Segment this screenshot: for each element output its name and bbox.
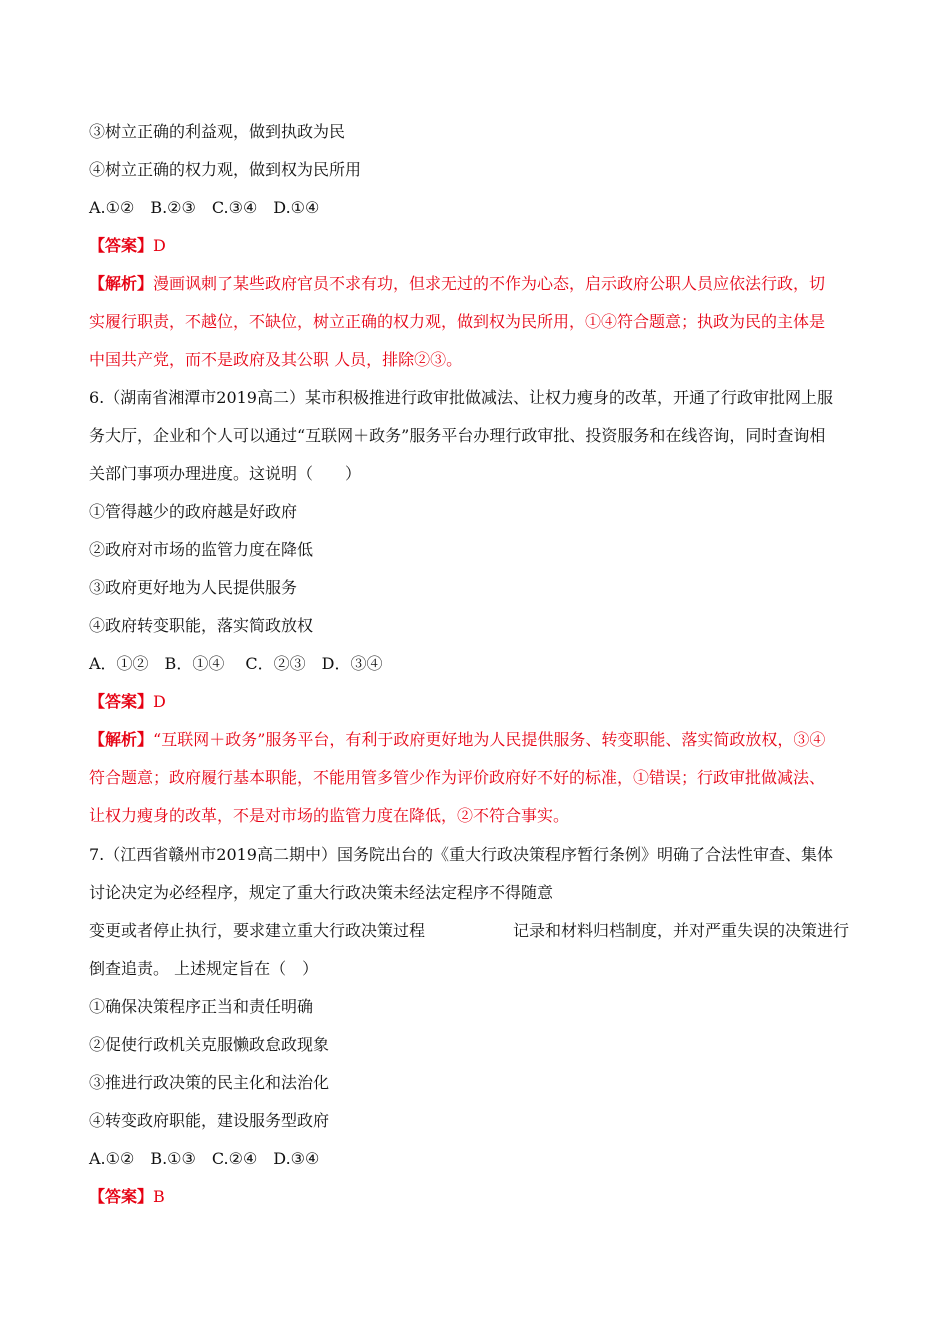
q6-option-4: ④政府转变职能，落实简政放权 [89,616,314,635]
q6-analysis-line-3: 让权力瘦身的改革，不是对市场的监管力度在降低，②不符合事实。 [89,806,570,825]
q7-stem-line-3a: 变更或者停止执行，要求建立重大行政决策过程 [89,921,426,940]
q7-answer [89,1187,165,1207]
q6-analysis-line-1 [89,730,825,750]
answer-value: D [153,236,166,255]
answer-tag: 【答案】 [89,692,154,711]
q5-choices: A.①② B.②③ C.③④ D.①④ [89,198,320,217]
q7-stem-line-2: 讨论决定为必经程序，规定了重大行政决策未经法定程序不得随意 [89,883,554,902]
analysis-tag: 【解析】 [89,730,154,749]
q7-option-3: ③推进行政决策的民主化和法治化 [89,1073,330,1092]
analysis-tag: 【解析】 [89,274,154,293]
q5-answer [89,236,166,256]
q5-analysis-line-3: 中国共产党，而不是政府及其公职 人员，排除②③。 [89,350,463,369]
q6-stem-line-2: 务大厅，企业和个人可以通过“互联网＋政务”服务平台办理行政审批、投资服务和在线咨询，同时查询相 [89,426,826,445]
q6-analysis-line-2: 符合题意；政府履行基本职能，不能用管多管少作为评价政府好不好的标准，①错误；行政审批做减法、 [89,768,826,787]
q6-choices: A．①② B．①④ C．②③ D．③④ [89,654,383,673]
analysis-text: 漫画讽刺了某些政府官员不求有功，但求无过的不作为心态，启示政府公职人员应依法行政，切 [153,274,826,293]
answer-value: B [153,1187,165,1206]
answer-tag: 【答案】 [89,1187,154,1206]
q7-option-4: ④转变政府职能，建设服务型政府 [89,1111,330,1130]
q6-stem-line-1: 6.（湖南省湘潭市2019高二）某市积极推进行政审批做减法、让权力瘦身的改革，开通了行政审批网上服 [89,388,833,407]
q7-stem-line-3b: 记录和材料归档制度，并对严重失误的决策进行 [513,921,850,940]
q5-option-4: ④树立正确的权力观，做到权为民所用 [89,160,362,179]
q6-answer [89,692,166,712]
answer-tag: 【答案】 [89,236,154,255]
q6-option-1: ①管得越少的政府越是好政府 [89,502,298,521]
q6-option-3: ③政府更好地为人民提供服务 [89,578,298,597]
q5-option-3: ③树立正确的利益观，做到执政为民 [89,122,346,141]
q7-option-1: ①确保决策程序正当和责任明确 [89,997,314,1016]
q7-stem-line-1: 7.（江西省赣州市2019高二期中）国务院出台的《重大行政决策程序暂行条例》明确了合法性审查、集体 [89,845,833,864]
q5-analysis-line-2: 实履行职责，不越位，不缺位，树立正确的权力观，做到权为民所用，①④符合题意；执政为民的主体是 [89,312,826,331]
q5-analysis-line-1 [89,274,825,294]
q7-stem-line-4: 倒查追责。 上述规定旨在（ ） [89,959,319,978]
q6-option-2: ②政府对市场的监管力度在降低 [89,540,314,559]
analysis-text: “互联网＋政务”服务平台，有利于政府更好地为人民提供服务、转变职能、落实简政放权，③④ [153,730,826,749]
q7-option-2: ②促使行政机关克服懒政怠政现象 [89,1035,330,1054]
q6-stem-line-3: 关部门事项办理进度。这说明（ ） [89,464,362,483]
answer-value: D [153,692,166,711]
q7-choices: A.①② B.①③ C.②④ D.③④ [89,1149,320,1168]
